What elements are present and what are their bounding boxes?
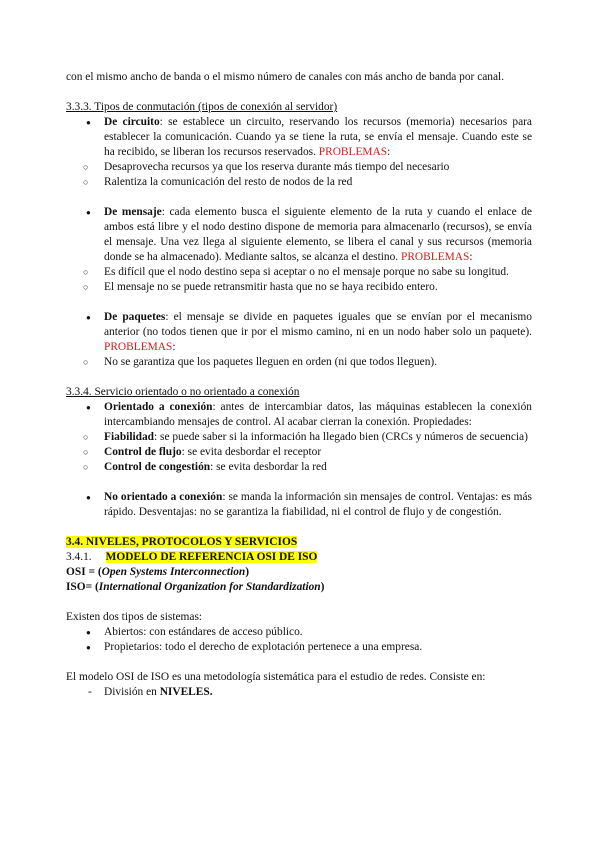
heading-3-3-4: 3.3.4. Servicio orientado o no orientado a conexión xyxy=(66,386,300,398)
heading-3-4-1: 3.4.1. MODELO DE REFERENCIA OSI DE ISO xyxy=(66,551,318,563)
sub-item: ○ Fiabilidad: se puede saber si la información ha llegado bien (CRCs y números de secuencia) xyxy=(66,430,532,445)
switching-list xyxy=(66,115,532,370)
systems-intro: Existen dos tipos de sistemas: xyxy=(66,611,203,623)
sub-item: ○ Control de flujo: se evita desbordar el receptor xyxy=(66,445,532,460)
list-item-paquetes: ● De paquetes: el mensaje se divide en paquetes iguales que se envían por el mecanismo anterior (no todos tienen que ir por el mismo camino, ni en un nodo haber solo un paquete). PROBLEMAS: ○ No se garantiza que los paquetes lleguen en orden (ni que todos lleguen). xyxy=(66,310,532,370)
sub-item: ○ Control de congestión: se evita desbordar la red xyxy=(66,460,532,475)
osi-list xyxy=(66,685,532,700)
document-page xyxy=(66,70,532,700)
problemas-label: PROBLEMAS xyxy=(401,251,470,263)
connection-list xyxy=(66,400,532,520)
systems-list xyxy=(66,625,532,655)
problemas-label: PROBLEMAS xyxy=(104,341,173,353)
sub-item: ○ No se garantiza que los paquetes lleguen en orden (ni que todos lleguen). xyxy=(66,355,532,370)
sub-item: ○ Ralentiza la comunicación del resto de nodos de la red xyxy=(66,175,532,190)
sub-item: ○ Desaprovecha recursos ya que los reserva durante más tiempo del necesario xyxy=(66,160,532,175)
problemas-label: PROBLEMAS xyxy=(318,146,388,158)
heading-3-4: 3.4. NIVELES, PROTOCOLOS Y SERVICIOS xyxy=(66,536,298,548)
list-item-circuito: ● De circuito: se establece un circuito, reservando los recursos (memoria) necesarios para establecer la comunicación. Cuando ya se tiene la ruta, se envía el mensaje. Cuando este se ha recibido, se liberan los recursos reservados. PROBLEMAS: ○ Desaprovecha recursos ya que los reserva durante más tiempo del necesario ○ Ralentiza la comunicación del resto de nodos de la red xyxy=(66,115,532,205)
list-item-orientado: ● Orientado a conexión: antes de intercambiar datos, las máquinas establecen la conexión intercambiando mensajes de control. Al acabar cierran la conexión. Propiedades: ○ Fiabilidad: se puede saber si la información ha llegado bien (CRCs y números de secuencia) ○ Control de flujo: se evita desbordar el receptor ○ Control de congestión: se evita desbordar la red xyxy=(66,400,532,490)
list-item: ● Propietarios: todo el derecho de explotación pertenece a una empresa. xyxy=(66,640,532,655)
osi-description: El modelo OSI de ISO es una metodología sistemática para el estudio de redes. Consiste en: xyxy=(66,671,486,683)
intro-paragraph: con el mismo ancho de banda o el mismo número de canales con más ancho de banda por canal. xyxy=(66,71,505,83)
list-item: - División en NIVELES. xyxy=(66,685,532,700)
iso-definition: ISO= (International Organization for Standardization) xyxy=(66,581,325,593)
osi-definition: OSI = (Open Systems Interconnection) xyxy=(66,566,250,578)
heading-3-3-3: 3.3.3. Tipos de conmutación (tipos de conexión al servidor) xyxy=(66,101,338,113)
sub-item: ○ El mensaje no se puede retransmitir hasta que no se haya recibido entero. xyxy=(66,280,532,295)
list-item-no-orientado: ● No orientado a conexión: se manda la información sin mensajes de control. Ventajas: es más rápido. Desventajas: no se garantiza la fiabilidad, ni el control de flujo y de congestión. xyxy=(66,490,532,520)
list-item: ● Abiertos: con estándares de acceso público. xyxy=(66,625,532,640)
sub-item: ○ Es difícil que el nodo destino sepa si aceptar o no el mensaje porque no sabe su longitud. xyxy=(66,265,532,280)
list-item-mensaje: ● De mensaje: cada elemento busca el siguiente elemento de la ruta y cuando el enlace de ambos está libre y el nodo destino dispone de memoria para almacenarlo (recursos), se envía el mensaje. Una vez llega al siguiente elemento, se libera el canal y sus recursos (memoria donde se ha almacenado). Mediante saltos, se alcanza el destino. PROBLEMAS: ○ Es difícil que el nodo destino sepa si aceptar o no el mensaje porque no sabe su longitud. ○ El mensaje no se puede retransmitir hasta que no se haya recibido entero. xyxy=(66,205,532,310)
